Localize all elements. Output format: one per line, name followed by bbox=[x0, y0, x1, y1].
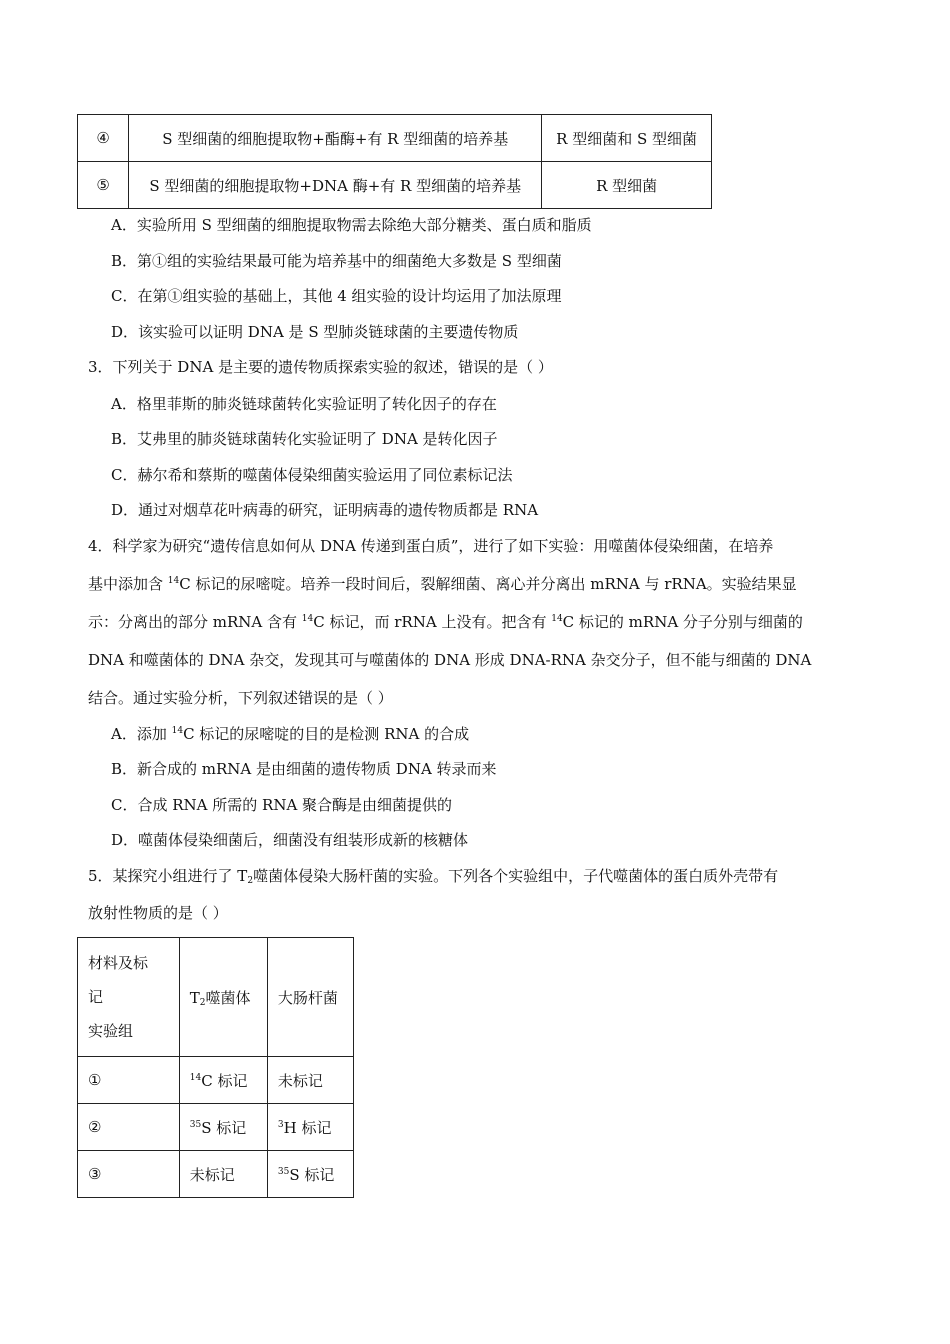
q4-option-c: C．合成 RNA 所需的 RNA 聚合酶是由细菌提供的 bbox=[111, 796, 453, 814]
q3-option-a: A．格里菲斯的肺炎链球菌转化实验证明了转化因子的存在 bbox=[111, 395, 497, 413]
q5-experiment-table bbox=[77, 937, 354, 1198]
ecoli-header: 大肠杆菌 bbox=[267, 938, 353, 1057]
result-cell: R 型细菌和 S 型细菌 bbox=[542, 115, 712, 162]
t2-phage-header: $T_2$噬菌体 bbox=[179, 938, 267, 1057]
experiment-table-continued bbox=[77, 114, 712, 209]
ecoli-label-cell: $^{35}$S 标记 bbox=[267, 1151, 353, 1198]
q4-stem-line4: DNA 和噬菌体的 DNA 杂交，发现其可与噬菌体的 DNA 形成 DNA-RNA 杂交分子，但不能与细菌的 DNA bbox=[88, 651, 812, 669]
ecoli-label-cell: 未标记 bbox=[267, 1057, 353, 1104]
group-cell: ① bbox=[78, 1057, 180, 1104]
q3-option-c: C．赫尔希和蔡斯的噬菌体侵染细菌实验运用了同位素标记法 bbox=[111, 466, 513, 484]
group-number: ⑤ bbox=[78, 162, 129, 209]
material-cell: S 型细菌的细胞提取物+酯酶+有 R 型细菌的培养基 bbox=[129, 115, 542, 162]
t2-label-cell: $^{14}$C 标记 bbox=[179, 1057, 267, 1104]
table-row bbox=[78, 162, 712, 209]
q5-stem-line1: 5．某探究小组进行了 $T_2$噬菌体侵染大肠杆菌的实验。下列各个实验组中，子代噬菌体的蛋白质外壳带有 bbox=[88, 867, 779, 886]
q2-option-b: B．第①组的实验结果最可能为培养基中的细菌绝大多数是 S 型细菌 bbox=[111, 252, 562, 270]
ecoli-label-cell: $^3$H 标记 bbox=[267, 1104, 353, 1151]
table-header-row bbox=[78, 938, 354, 1057]
group-cell: ③ bbox=[78, 1151, 180, 1198]
q4-stem-line1: 4．科学家为研究“遗传信息如何从 DNA 传递到蛋白质”，进行了如下实验：用噬菌体侵染细菌，在培养 bbox=[88, 537, 774, 555]
q4-option-a: A．添加 $^{14}$C 标记的尿嘧啶的目的是检测 RNA 的合成 bbox=[111, 725, 470, 743]
q4-option-d: D．噬菌体侵染细菌后，细菌没有组装形成新的核糖体 bbox=[111, 831, 469, 849]
q4-stem-line2: 基中添加含 $^{14}$C 标记的尿嘧啶。培养一段时间后，裂解细菌、离心并分离出 mRNA 与 rRNA。实验结果显 bbox=[88, 575, 797, 593]
q3-option-d: D．通过对烟草花叶病毒的研究，证明病毒的遗传物质都是 RNA bbox=[111, 501, 539, 519]
group-cell: ② bbox=[78, 1104, 180, 1151]
q4-stem-line3: 示：分离出的部分 mRNA 含有 $^{14}$C 标记，而 rRNA 上没有。把含有 $^{14}$C 标记的 mRNA 分子分别与细菌的 bbox=[88, 613, 803, 631]
t2-label-cell: 未标记 bbox=[179, 1151, 267, 1198]
table-row bbox=[78, 1151, 354, 1198]
q4-option-b: B．新合成的 mRNA 是由细菌的遗传物质 DNA 转录而来 bbox=[111, 760, 497, 778]
q3-option-b: B．艾弗里的肺炎链球菌转化实验证明了 DNA 是转化因子 bbox=[111, 430, 498, 448]
corner-header-cell: 材料及标 记 实验组 bbox=[78, 938, 180, 1057]
q5-stem-line2: 放射性物质的是（ ） bbox=[88, 904, 228, 922]
table-row bbox=[78, 1104, 354, 1151]
group-number: ④ bbox=[78, 115, 129, 162]
result-cell: R 型细菌 bbox=[542, 162, 712, 209]
q2-option-c: C．在第①组实验的基础上，其他 4 组实验的设计均运用了加法原理 bbox=[111, 287, 562, 305]
t2-label-cell: $^{35}$S 标记 bbox=[179, 1104, 267, 1151]
q2-option-a: A．实验所用 S 型细菌的细胞提取物需去除绝大部分糖类、蛋白质和脂质 bbox=[111, 216, 592, 234]
table-row bbox=[78, 1057, 354, 1104]
q3-stem: 3．下列关于 DNA 是主要的遗传物质探索实验的叙述，错误的是（ ） bbox=[88, 358, 553, 376]
material-cell: S 型细菌的细胞提取物+DNA 酶+有 R 型细菌的培养基 bbox=[129, 162, 542, 209]
q4-stem-line5: 结合。通过实验分析，下列叙述错误的是（ ） bbox=[88, 689, 393, 707]
table-row bbox=[78, 115, 712, 162]
q2-option-d: D．该实验可以证明 DNA 是 S 型肺炎链球菌的主要遗传物质 bbox=[111, 323, 519, 341]
